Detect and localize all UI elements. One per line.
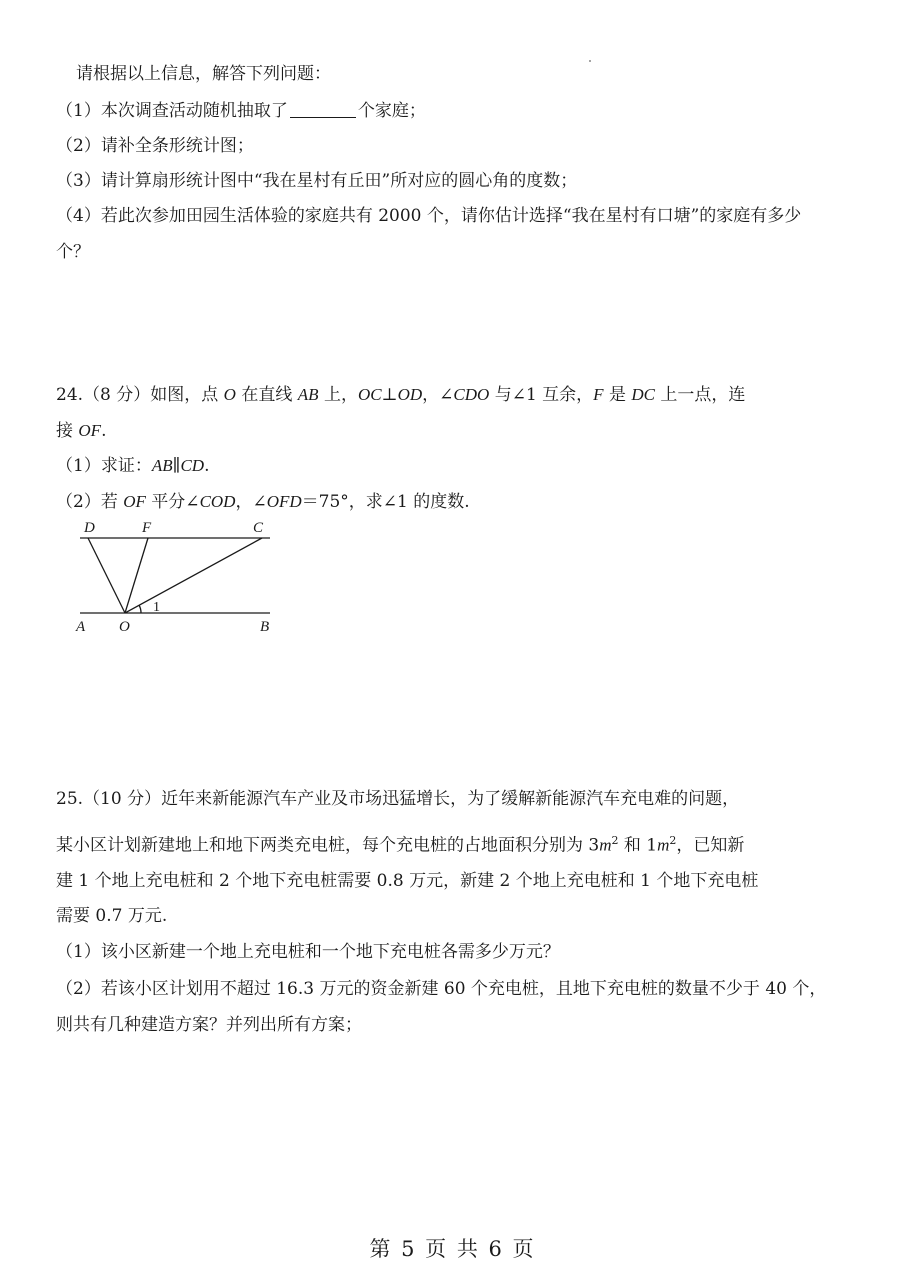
var-AB: AB — [151, 456, 173, 475]
question-24-1 — [56, 454, 210, 478]
segment-OD — [88, 538, 125, 613]
text: . — [204, 456, 210, 476]
intro-text: 请根据以上信息，解答下列问题： — [76, 64, 331, 84]
exponent: 2 — [611, 834, 619, 847]
question-24-2 — [56, 490, 470, 514]
label-angle-1: 1 — [153, 600, 160, 615]
text: 上一点，连 — [655, 385, 746, 405]
question-25-1: （1）该小区新建一个地上充电桩和一个地下充电桩各需多少万元？ — [56, 942, 560, 962]
var-COD: COD — [199, 492, 236, 511]
var-OD: OD — [397, 385, 423, 404]
var-OFD: OFD — [266, 492, 302, 511]
question-25-stem-line4: 需要 0.7 万元. — [56, 906, 168, 926]
label-D: D — [84, 520, 95, 536]
label-F: F — [142, 520, 152, 536]
question-23-2: （2）请补全条形统计图； — [56, 136, 254, 156]
var-m: m — [657, 835, 670, 855]
var-OF: OF — [78, 421, 102, 440]
exponent: 2 — [669, 834, 677, 847]
text: 和 1 — [618, 835, 658, 856]
text: ，∠ — [422, 385, 454, 405]
speck — [589, 60, 591, 62]
perp-symbol: ⊥ — [381, 385, 398, 405]
text: 与∠1 互余， — [489, 385, 594, 405]
segment-OC — [125, 538, 262, 613]
question-23-4-line1: （4）若此次参加田园生活体验的家庭共有 2000 个，请你估计选择“我在星村有口塘”的家庭有多少 — [56, 206, 802, 226]
var-AB: AB — [297, 385, 319, 404]
text: ，∠ — [235, 492, 267, 512]
text: 接 — [56, 421, 79, 441]
label-B: B — [260, 619, 270, 635]
question-25-stem-line3: 建 1 个地上充电桩和 2 个地下充电桩需要 0.8 万元，新建 2 个地上充电桩和 1 个地下充电桩 — [56, 871, 759, 891]
parallel-symbol: ∥ — [172, 456, 181, 476]
var-CDO: CDO — [453, 385, 490, 404]
label-C: C — [253, 520, 264, 536]
text: 平分∠ — [145, 492, 200, 512]
geometry-figure — [70, 515, 285, 640]
q1-prefix: （1）本次调查活动随机抽取了 — [56, 101, 288, 121]
q1-suffix: 个家庭； — [357, 101, 426, 121]
text: 某小区计划新建地上和地下两类充电桩，每个充电桩的占地面积分别为 3 — [56, 835, 600, 856]
label-A: A — [76, 619, 86, 635]
text: 上， — [318, 385, 358, 405]
text: 是 — [603, 385, 632, 405]
text: . — [101, 421, 107, 441]
text: ＝75°，求∠1 的度数. — [301, 492, 470, 512]
var-OC: OC — [357, 385, 382, 404]
question-23-4-line2: 个？ — [56, 242, 90, 262]
text: 24.（8 分）如图，点 — [56, 385, 224, 405]
question-25-2-line2: 则共有几种建造方案？并列出所有方案； — [56, 1015, 362, 1035]
page-footer: 第 5 页 共 6 页 — [369, 1237, 536, 1261]
text: 在直线 — [235, 385, 298, 405]
question-25-2-line1: （2）若该小区计划用不超过 16.3 万元的资金新建 60 个充电桩，且地下充电桩的数量不少于 40 个， — [56, 979, 827, 999]
question-24-stem-line2 — [56, 419, 106, 443]
var-m: m — [599, 835, 612, 855]
label-O: O — [119, 619, 130, 635]
var-OF: OF — [123, 492, 146, 511]
question-23-1 — [56, 99, 426, 123]
var-O: O — [223, 385, 236, 404]
answer-blank[interactable] — [290, 99, 356, 118]
question-25-stem-line1: 25.（10 分）近年来新能源汽车产业及市场迅猛增长，为了缓解新能源汽车充电难的问题， — [56, 789, 740, 809]
angle-1-arc — [139, 605, 141, 613]
text: （2）若 — [56, 492, 124, 512]
text: ，已知新 — [676, 835, 745, 856]
question-24-stem-line1 — [56, 383, 745, 407]
var-F: F — [593, 385, 604, 404]
var-CD: CD — [180, 456, 205, 475]
var-DC: DC — [631, 385, 655, 404]
text: （1）求证： — [56, 456, 152, 476]
question-23-3: （3）请计算扇形统计图中“我在星村有丘田”所对应的圆心角的度数； — [56, 171, 578, 191]
question-25-stem-line2 — [56, 829, 744, 858]
